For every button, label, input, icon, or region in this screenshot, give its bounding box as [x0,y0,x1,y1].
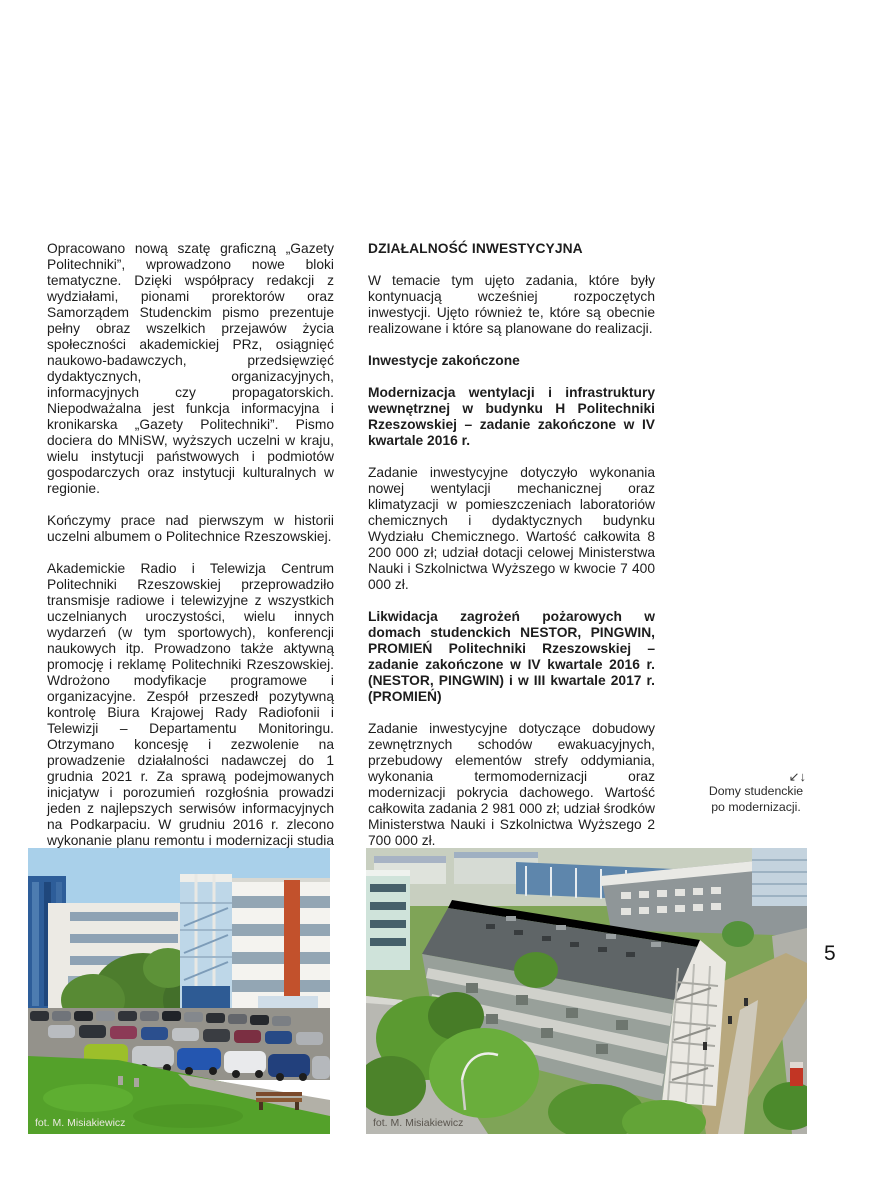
paragraph-intro: W temacie tym ujęto zadania, które były kontynuacją wcześniej rozpoczętych inwestycji. Ujęto również te, które są obecnie realizowane i które są planowane do realizacji. [368,273,655,336]
paragraph-gazeta: Opracowano nową szatę graficzną „Gazety Politechniki”, wprowadzono nowe bloki tematyczne. Dzięki współpracy redakcji z wydziałami, pionami prorektorów oraz Samorządem Studenckim pismo prezentuje pełny obraz wszelkich przejawów życia społeczności akademickiej PRz, osiągnięć naukowo-badawczych, przedsięwzięć dydaktycznych, organizacyjnych, informacyjnych czy propagatorskich. Niepodważalna jest funkcja informacyjna i kronikarska „Gazety Politechniki”. Pismo dociera do MNiSW, wyższych uczelni w kraju, wielu instytucji państwowych i podmiotów gospodarczych oraz instytucji kulturalnych w regionie. [47,241,334,496]
right-column [368,241,655,865]
photo-credit-right: fot. M. Misiakiewicz [373,1117,464,1129]
photo-caption [698,770,814,815]
investment-2-body: Zadanie inwestycyjne dotyczące dobudowy zewnętrznych schodów ewakuacyjnych, przebudowy elementów strefy oddymiania, wykonania termomodernizacji oraz modernizacji pokrycia dachowego. Wartość całkowita zadania 2 981 000 zł; udział środków Ministerstwa Nauki i Szkolnictwa Wyższego 2 700 000 zł. [368,721,655,848]
teal-building [366,870,410,970]
investment-2-title: Likwidacja zagrożeń pożarowych w domach studenckich NESTOR, PINGWIN, PROMIEŃ Politechniki Rzeszowskiej – zadanie zakończone w IV kwartale 2016 r. (NESTOR, PINGWIN) i w III kwartale 2017 r. (PROMIEŃ) [368,609,655,704]
caption-line-1: Domy studenckie [708,784,804,798]
photo-right-illustration [366,848,807,1134]
photo-dormitory-aerial [366,848,807,1134]
photo-dormitory-parking [28,848,330,1134]
investment-1-title: Modernizacja wentylacji i infrastruktury wewnętrznej w budynku H Politechniki Rzeszowskiej – zadanie zakończone w IV kwartale 2016 r. [368,385,655,448]
stairwell-tower [180,874,232,1010]
tall-building [752,848,807,906]
dormitory-building [232,878,330,1010]
investment-1-body: Zadanie inwestycyjne dotyczyło wykonania nowej wentylacji mechanicznej oraz klimatyzacji w pomieszczeniach laboratoriów chemicznych i dydaktycznych budynku Wydziału Chemicznego. Wartość całkowita 8 200 000 zł; udział dotacji celowej Ministerstwa Nauki i Szkolnictwa Wyższego w kwocie 7 400 000 zł. [368,465,655,592]
page-number: 5 [824,942,836,965]
red-vehicle [790,1062,803,1086]
photo-left-illustration [28,848,330,1134]
left-column [47,241,334,881]
section-title: DZIAŁALNOŚĆ INWESTYCYJNA [368,241,583,256]
photo-credit-left: fot. M. Misiakiewicz [35,1117,126,1129]
paragraph-radio-tv: Akademickie Radio i Telewizja Centrum Politechniki Rzeszowskiej przeprowadziło transmisje radiowe i telewizyjne z wszystkich uczelnianych uroczystości, wielu innych wydarzeń (w tym sportowych), konferencji naukowych itp. Prowadzono także aktywną promocję i reklamę Politechniki Rzeszowskiej. Wdrożono modyfikacje programowe i organizacyjne. Zespół przeszedł pozytywną kontrolę Biura Krajowej Rady Radiofonii i Telewizji – Departamentu Monitoringu. Otrzymano koncesję i zezwolenie na prowadzenie działalności nadawczej do 1 grudnia 2021 r. Za sprawą podejmowanych inicjatyw i porozumień rozgłośnia prowadzi jeden z najlepszych serwisów informacyjnych na Podkarpaciu. W grudniu 2016 r. zlecono wykonanie planu remontu i modernizacji studia [47,561,334,848]
paragraph-album: Kończymy prace nad pierwszym w historii uczelni albumem o Politechnice Rzeszowskiej. [47,513,334,544]
subsection-title: Inwestycje zakończone [368,353,520,368]
caption-arrows-icon: ↙↓ [788,769,806,784]
caption-line-2: po modernizacji. [711,799,801,814]
